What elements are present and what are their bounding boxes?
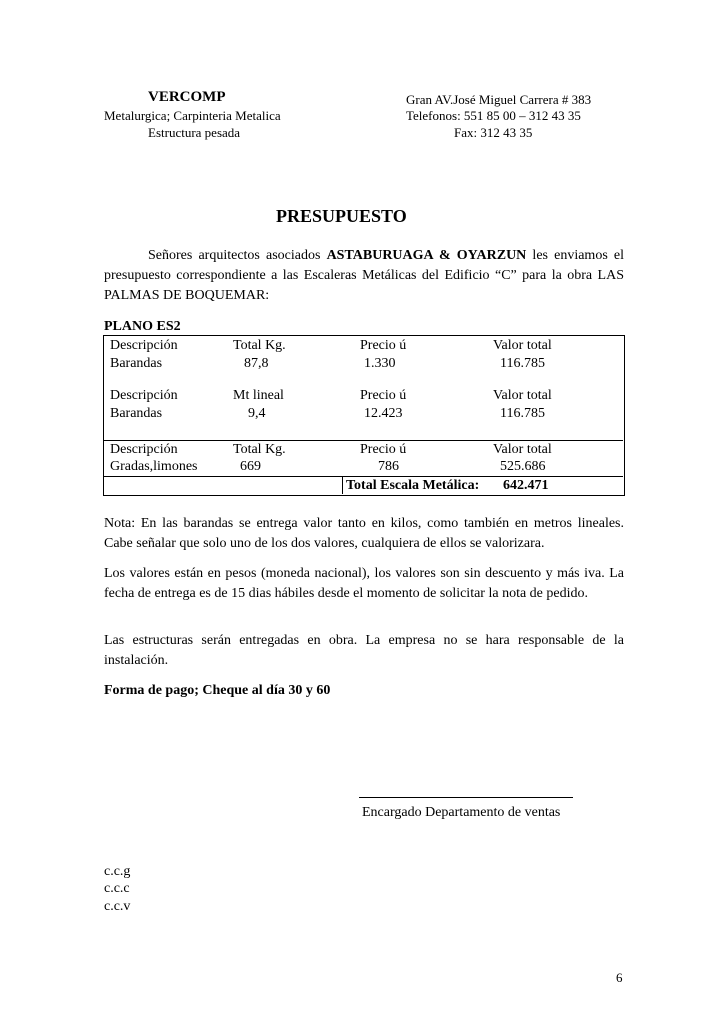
table-header-cell: Precio ú <box>360 388 407 403</box>
delivery-paragraph: Las estructuras serán entregadas en obra. La empresa no se hara responsable de la instalación. <box>104 633 624 668</box>
table-cell: 525.686 <box>500 459 546 474</box>
table-cell: Barandas <box>110 356 163 371</box>
document-title: PRESUPUESTO <box>276 206 407 226</box>
table-header-cell: Mt lineal <box>233 388 284 403</box>
table-header-cell: Precio ú <box>360 338 407 353</box>
terms-paragraph: Los valores están en pesos (moneda nacional), los valores son sin descuento y más iva. La fecha de entrega es de 15 dias hábiles desde el momento de solicitar la nota de pedido. <box>104 566 624 601</box>
intro-paragraph <box>104 246 624 306</box>
company-activity: Metalurgica; Carpinteria Metalica <box>104 108 281 123</box>
table-cell: 669 <box>240 459 261 474</box>
budget-table <box>103 335 625 496</box>
table-header-cell: Total Kg. <box>233 338 286 353</box>
table-header-cell: Valor total <box>493 388 552 403</box>
table-cell: 1.330 <box>364 356 396 371</box>
table-cell: Gradas,limones <box>110 459 198 474</box>
intro-after: les enviamos el presupuesto correspondiente a las Escaleras Metálicas del Edificio “C” para la obra LAS PALMAS DE BOQUEMAR: <box>104 248 624 303</box>
table-cell: 12.423 <box>364 406 403 421</box>
table-cell: Barandas <box>110 406 163 421</box>
company-name: VERCOMP <box>148 89 226 105</box>
total-label: Total Escala Metálica: <box>346 478 480 493</box>
table-header-cell: Precio ú <box>360 442 407 457</box>
table-header-cell: Valor total <box>493 442 552 457</box>
plan-label: PLANO ES2 <box>104 319 181 334</box>
table-cell: 116.785 <box>500 356 545 371</box>
table-header-cell: Valor total <box>493 338 552 353</box>
total-divider <box>342 476 343 494</box>
table-cell: 9,4 <box>248 406 266 421</box>
table-header-cell: Descripción <box>110 338 178 353</box>
cc-item: c.c.v <box>104 899 131 914</box>
table-cell: 786 <box>378 459 399 474</box>
company-specialty: Estructura pesada <box>148 125 241 140</box>
table-header-cell: Descripción <box>110 442 178 457</box>
company-fax: Fax: 312 43 35 <box>454 125 533 140</box>
cc-item: c.c.c <box>104 881 130 896</box>
note-paragraph: Nota: En las barandas se entrega valor tanto en kilos, como también en metros lineales. Cabe señalar que solo uno de los dos valores, cualquiera de ellos se valorizara. <box>104 516 624 551</box>
payment-terms: Forma de pago; Cheque al día 30 y 60 <box>104 683 331 698</box>
company-phones: Telefonos: 551 85 00 – 312 43 35 <box>406 108 581 123</box>
client-name: ASTABURUAGA & OYARZUN <box>326 248 527 263</box>
table-cell: 116.785 <box>500 406 545 421</box>
table-header-cell: Descripción <box>110 388 178 403</box>
intro-before: Señores arquitectos asociados <box>148 248 327 263</box>
table-cell: 87,8 <box>244 356 269 371</box>
page-number: 6 <box>616 970 623 985</box>
company-address: Gran AV.José Miguel Carrera # 383 <box>406 92 592 107</box>
signature-line <box>359 797 573 798</box>
table-header-cell: Total Kg. <box>233 442 286 457</box>
total-value: 642.471 <box>503 478 549 493</box>
cc-item: c.c.g <box>104 864 131 879</box>
signature-label: Encargado Departamento de ventas <box>362 805 561 820</box>
